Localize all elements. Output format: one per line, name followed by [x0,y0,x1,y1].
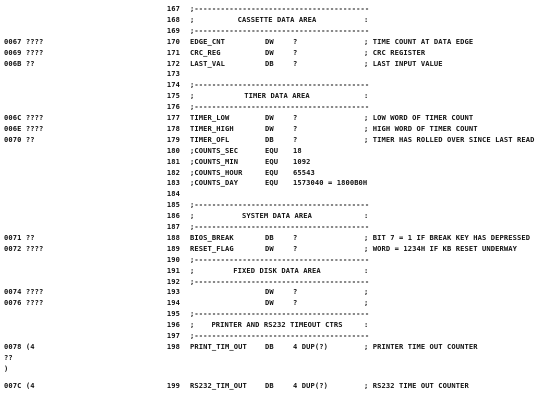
title-semicolon: ; [190,91,195,101]
line-number: 197 [166,331,180,340]
operand: 18 [293,145,302,155]
line-number: 182 [166,167,180,177]
listing-line [0,167,560,178]
listing-line [0,199,560,210]
comment: ; RS232 TIME OUT COUNTER [364,380,469,390]
separator-rule: ;---------------------------------------- [190,4,370,13]
line-number: 187 [166,222,180,231]
comment: ; [364,298,369,308]
address: 0070 ?? [4,134,35,144]
label: EDGE_CNT [190,36,225,46]
comment: ; [364,287,369,297]
address: 0069 ???? [4,47,44,57]
listing-line [0,188,560,199]
listing-line [0,156,560,167]
label: PRINT_TIM_OUT [190,341,247,351]
title-end: : [364,265,369,275]
operand: ? [293,287,298,297]
line-number: 175 [166,91,180,101]
listing-line [0,145,560,156]
address: 0067 ???? [4,36,44,46]
section-title: FIXED DISK DATA AREA [233,265,321,275]
operand: ? [293,47,298,57]
line-number: 188 [166,232,180,242]
label: CRC_REG [190,47,221,57]
listing-line [0,341,560,352]
operand: 1573040 = 1800B0H [293,178,368,188]
address: 006E ???? [4,123,44,133]
listing-line [0,58,560,69]
listing-line [0,308,560,319]
line-number: 190 [166,254,180,264]
listing-line [0,232,560,243]
listing-line [0,210,560,221]
comment: ; LOW WORD OF TIMER COUNT [364,113,474,122]
comment: ; TIME COUNT AT DATA EDGE [364,36,474,46]
directive: DB [265,232,274,242]
line-number: 177 [166,113,180,122]
title-semicolon: ; [190,211,195,221]
comment: ; LAST INPUT VALUE [364,58,443,68]
line-number: 180 [166,145,180,155]
address: 0078 (4 [4,341,35,351]
listing-line [0,79,560,90]
label: ;COUNTS_HOUR [190,167,243,177]
address: ) [4,363,9,373]
separator-rule: ;---------------------------------------- [190,80,370,90]
listing-line [0,254,560,265]
address: 006B ?? [4,58,35,68]
address: 0072 ???? [4,243,44,253]
label: BIOS_BREAK [190,232,234,242]
listing-line [0,90,560,101]
listing-line [0,36,560,47]
separator-rule: ;---------------------------------------- [190,25,370,35]
line-number: 184 [166,189,180,199]
directive: EQU [265,156,279,166]
comment: ; BIT 7 = 1 IF BREAK KEY HAS DEPRESSED [364,232,531,242]
directive: DB [265,58,274,68]
directive: DB [265,341,274,351]
address: 007C (4 [4,380,35,390]
operand: 1092 [293,156,311,166]
operand: 4 DUP(?) [293,341,328,351]
label: RESET_FLAG [190,243,234,253]
line-number: 194 [166,298,180,308]
address: 0074 ???? [4,287,44,297]
directive: DW [265,298,274,308]
line-number: 199 [166,380,180,390]
title-end: : [364,211,369,221]
listing-line [0,47,560,58]
line-number: 172 [166,58,180,68]
separator-rule: ;---------------------------------------- [190,102,370,112]
title-semicolon: ; [190,265,195,275]
listing-line [0,68,560,79]
title-end: : [364,320,369,330]
label: TIMER_LOW [190,113,230,122]
comment: ; PRINTER TIME OUT COUNTER [364,341,478,351]
directive: EQU [265,145,279,155]
operand: ? [293,232,298,242]
label: TIMER_HIGH [190,123,234,133]
listing-line [0,243,560,254]
listing-line [0,319,560,330]
directive: DW [265,123,274,133]
comment: ; CRC REGISTER [364,47,426,57]
title-end: : [364,14,369,24]
line-number: 167 [166,4,180,13]
listing-line [0,25,560,36]
comment: ; TIMER HAS ROLLED OVER SINCE LAST READ [364,134,535,144]
listing-line [0,352,560,363]
line-number: 196 [166,320,180,330]
section-title: PRINTER AND RS232 TIMEOUT CTRS [211,320,343,330]
line-number: 195 [166,309,180,319]
directive: DB [265,134,274,144]
label: ;COUNTS_MIN [190,156,239,166]
listing-line [0,363,560,374]
separator-rule: ;---------------------------------------- [190,254,370,264]
address: 0076 ???? [4,298,44,308]
listing-line [0,330,560,341]
label: TIMER_OFL [190,134,230,144]
line-number: 192 [166,276,180,286]
separator-rule: ;---------------------------------------- [190,276,370,286]
operand: ? [293,36,298,46]
line-number: 181 [166,156,180,166]
section-title: SYSTEM DATA AREA [242,211,312,221]
label: ;COUNTS_SEC [190,145,239,155]
line-number: 183 [166,178,180,188]
operand: ? [293,298,298,308]
comment: ; HIGH WORD OF TIMER COUNT [364,123,478,133]
line-number: 193 [166,287,180,297]
listing-line [0,14,560,25]
comment: ; WORD = 1234H IF KB RESET UNDERWAY [364,243,517,253]
line-number: 179 [166,134,180,144]
operand: ? [293,113,298,122]
line-number: 189 [166,243,180,253]
directive: DB [265,380,274,390]
operand: 65543 [293,167,315,177]
directive: DW [265,113,274,122]
listing-line [0,101,560,112]
listing-line [0,265,560,276]
section-title: CASSETTE DATA AREA [237,14,317,24]
operand: ? [293,134,298,144]
title-semicolon: ; [190,320,195,330]
listing-line [0,380,560,391]
listing-line [0,177,560,188]
directive: EQU [265,167,279,177]
address: 0071 ?? [4,232,35,242]
separator-rule: ;---------------------------------------- [190,200,370,210]
line-number: 173 [166,69,180,79]
operand: 4 DUP(?) [293,380,328,390]
operand: ? [293,243,298,253]
directive: EQU [265,178,279,188]
listing-line [0,123,560,134]
directive: DW [265,36,274,46]
line-number: 170 [166,36,180,46]
address: ?? [4,352,13,362]
directive: DW [265,243,274,253]
directive: DW [265,287,274,297]
directive: DW [265,47,274,57]
listing-line [0,3,560,14]
listing-line [0,297,560,308]
line-number: 186 [166,211,180,221]
operand: ? [293,58,298,68]
section-title: TIMER DATA AREA [244,91,310,101]
address: 006C ???? [4,113,44,122]
title-end: : [364,91,369,101]
line-number: 171 [166,47,180,57]
label: LAST_VAL [190,58,225,68]
line-number: 169 [166,25,180,35]
line-number: 185 [166,200,180,210]
listing-line [0,221,560,232]
separator-rule: ;---------------------------------------- [190,309,370,319]
separator-rule: ;---------------------------------------- [190,331,370,340]
line-number: 174 [166,80,180,90]
title-semicolon: ; [190,14,195,24]
listing-line [0,286,560,297]
line-number: 191 [166,265,180,275]
line-number: 176 [166,102,180,112]
separator-rule: ;---------------------------------------- [190,222,370,231]
listing-line [0,276,560,287]
listing-line [0,134,560,145]
listing-line [0,112,560,123]
label: RS232_TIM_OUT [190,380,247,390]
label: ;COUNTS_DAY [190,178,239,188]
line-number: 198 [166,341,180,351]
line-number: 178 [166,123,180,133]
operand: ? [293,123,298,133]
line-number: 168 [166,14,180,24]
